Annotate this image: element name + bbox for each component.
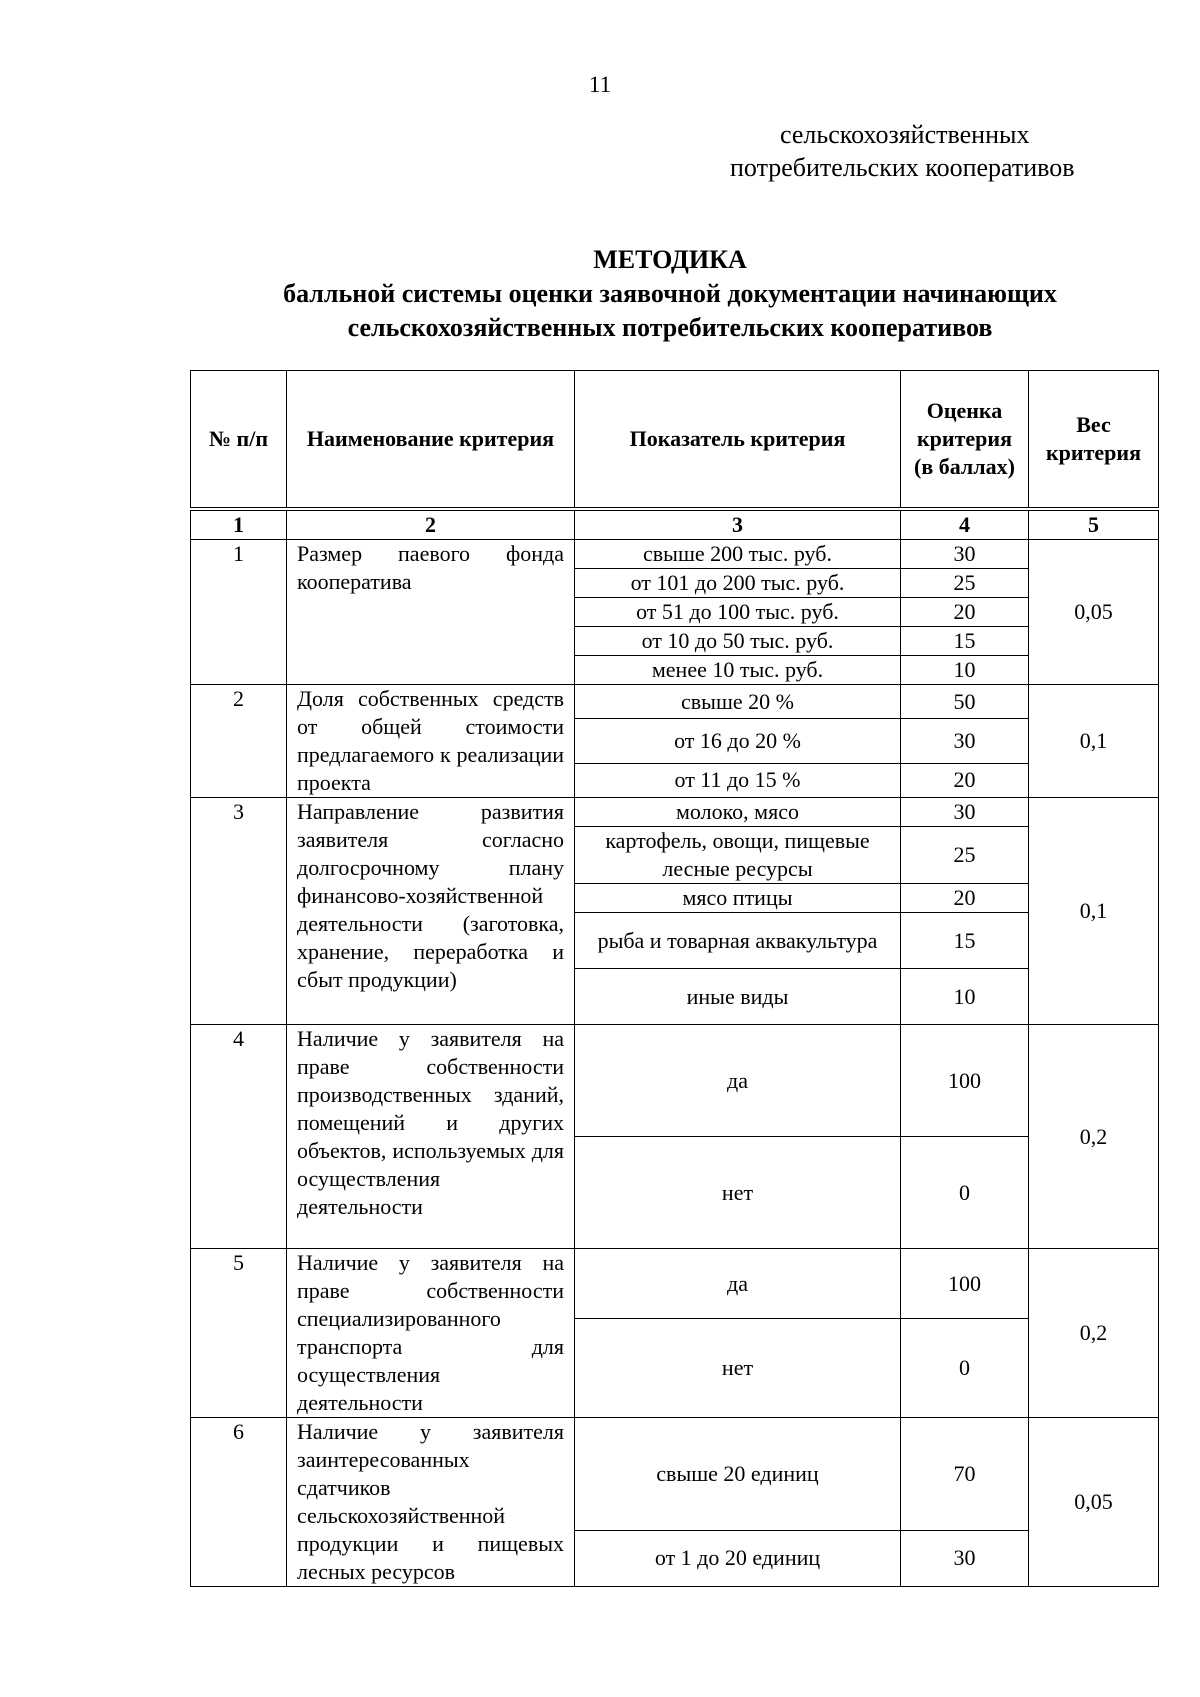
criterion-indicator: нет (575, 1137, 901, 1249)
document-title (0, 243, 1200, 345)
criterion-score: 100 (901, 1249, 1029, 1319)
table-header-row (191, 371, 1159, 510)
criterion-number: 4 (191, 1025, 287, 1249)
col-number: 2 (287, 509, 575, 540)
criterion-name: Наличие у заявителя на праве собственности специализированного транспорта для осуществления деятельности (287, 1249, 575, 1418)
table-row (191, 1418, 1159, 1531)
header-indicator: Показатель критерия (575, 371, 901, 510)
criterion-score: 25 (901, 827, 1029, 884)
col-number: 3 (575, 509, 901, 540)
criterion-weight: 0,1 (1029, 685, 1159, 798)
criterion-number: 5 (191, 1249, 287, 1418)
title-sub-1: балльной системы оценки заявочной документации начинающих (283, 279, 1057, 308)
criterion-score: 50 (901, 685, 1029, 719)
table-row (191, 1025, 1159, 1137)
criterion-score: 20 (901, 884, 1029, 913)
criterion-number: 3 (191, 798, 287, 1025)
criterion-score: 0 (901, 1137, 1029, 1249)
criterion-name: Доля собственных средств от общей стоимости предлагаемого к реализации проекта (287, 685, 575, 798)
table-row (191, 1249, 1159, 1319)
criterion-weight: 0,2 (1029, 1249, 1159, 1418)
criterion-score: 10 (901, 656, 1029, 685)
criterion-name: Наличие у заявителя на праве собственности производственных зданий, помещений и других объектов, используемых для осуществления деятельности (287, 1025, 575, 1249)
criterion-number: 2 (191, 685, 287, 798)
criterion-indicator: менее 10 тыс. руб. (575, 656, 901, 685)
criterion-indicator: мясо птицы (575, 884, 901, 913)
criterion-indicator: от 1 до 20 единиц (575, 1530, 901, 1586)
header-score: Оценка критерия (в баллах) (901, 371, 1029, 510)
col-number: 5 (1029, 509, 1159, 540)
criterion-score: 20 (901, 598, 1029, 627)
criterion-indicator: свыше 20 единиц (575, 1418, 901, 1531)
criterion-indicator: от 16 до 20 % (575, 719, 901, 764)
criterion-score: 30 (901, 1530, 1029, 1586)
criterion-score: 0 (901, 1319, 1029, 1418)
header-right (700, 118, 1120, 184)
criterion-name: Размер паевого фонда кооператива (287, 540, 575, 685)
criteria-table (190, 370, 1159, 1587)
criterion-score: 70 (901, 1418, 1029, 1531)
column-numbers-row (191, 509, 1159, 540)
criterion-score: 20 (901, 763, 1029, 797)
criterion-indicator: от 101 до 200 тыс. руб. (575, 569, 901, 598)
header-line-2: потребительских кооперативов (730, 153, 1075, 182)
header-name: Наименование критерия (287, 371, 575, 510)
criterion-weight: 0,05 (1029, 540, 1159, 685)
title-main: МЕТОДИКА (593, 245, 747, 274)
header-num: № п/п (191, 371, 287, 510)
criterion-score: 25 (901, 569, 1029, 598)
criterion-score: 30 (901, 798, 1029, 827)
criterion-score: 30 (901, 540, 1029, 569)
criterion-score: 10 (901, 969, 1029, 1025)
criterion-weight: 0,2 (1029, 1025, 1159, 1249)
criterion-name: Наличие у заявителя заинтересованных сдатчиков сельскохозяйственной продукции и пищевых лесных ресурсов (287, 1418, 575, 1587)
criterion-indicator: да (575, 1025, 901, 1137)
page-number: 11 (588, 72, 612, 97)
criterion-score: 15 (901, 627, 1029, 656)
col-number: 1 (191, 509, 287, 540)
criterion-indicator: нет (575, 1319, 901, 1418)
table-row (191, 798, 1159, 827)
criterion-indicator: от 51 до 100 тыс. руб. (575, 598, 901, 627)
title-sub-2: сельскохозяйственных потребительских кооперативов (347, 313, 993, 342)
col-number: 4 (901, 509, 1029, 540)
criterion-name: Направление развития заявителя согласно долгосрочному плану финансово-хозяйственной деятельности (заготовка, хранение, переработка и сбыт продукции) (287, 798, 575, 1025)
criterion-indicator: да (575, 1249, 901, 1319)
criterion-indicator: картофель, овощи, пищевые лесные ресурсы (575, 827, 901, 884)
criterion-number: 1 (191, 540, 287, 685)
table-row (191, 540, 1159, 569)
criterion-weight: 0,1 (1029, 798, 1159, 1025)
criterion-indicator: от 11 до 15 % (575, 763, 901, 797)
criterion-indicator: иные виды (575, 969, 901, 1025)
criterion-number: 6 (191, 1418, 287, 1587)
criterion-score: 15 (901, 913, 1029, 969)
table-row (191, 685, 1159, 719)
criterion-score: 30 (901, 719, 1029, 764)
header-line-1: сельскохозяйственных (780, 120, 1030, 149)
header-weight: Вес критерия (1029, 371, 1159, 510)
criterion-indicator: рыба и товарная аквакультура (575, 913, 901, 969)
criterion-weight: 0,05 (1029, 1418, 1159, 1587)
criterion-indicator: свыше 20 % (575, 685, 901, 719)
criterion-score: 100 (901, 1025, 1029, 1137)
criterion-indicator: от 10 до 50 тыс. руб. (575, 627, 901, 656)
criterion-indicator: свыше 200 тыс. руб. (575, 540, 901, 569)
criterion-indicator: молоко, мясо (575, 798, 901, 827)
